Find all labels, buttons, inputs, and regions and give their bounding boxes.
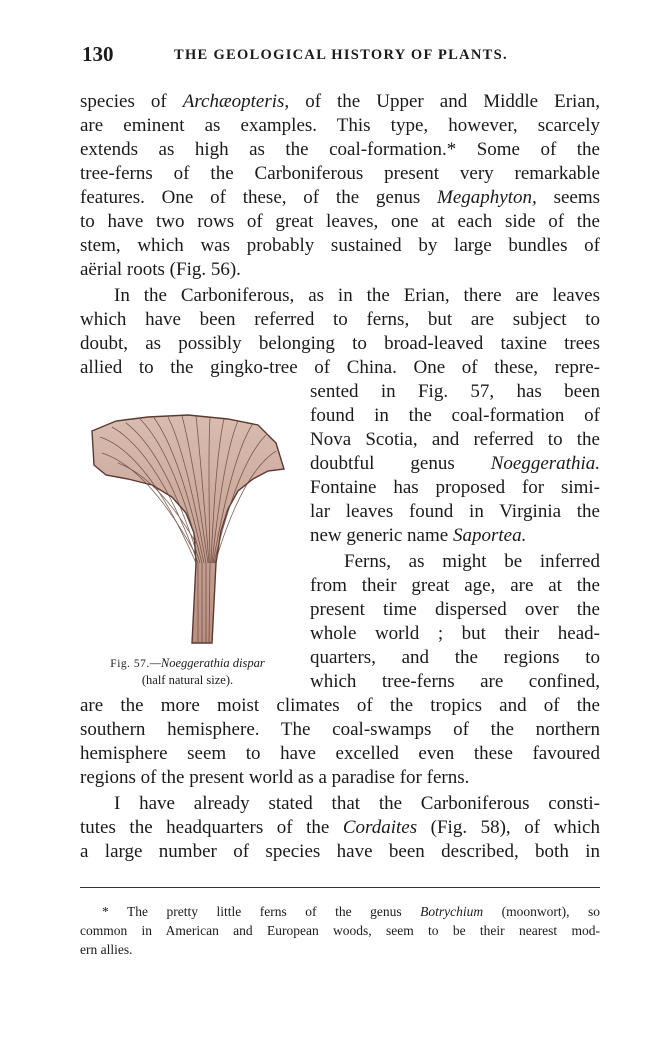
figure-caption: Fig. 57.—Noeggerathia dispar (half natural size). [110, 656, 265, 687]
body-line: regions of the present world as a paradise for ferns. [80, 767, 470, 788]
body-line: extends as high as the coal-formation.* Some of the [80, 139, 600, 160]
body-line: aërial roots (Fig. 56). [80, 259, 241, 280]
body-line: tree-ferns of the Carboniferous present very remarkable [80, 163, 600, 184]
body-line: Ferns, as might be inferred [344, 551, 600, 572]
noeggerathia-leaf-icon [88, 413, 288, 645]
page-header [82, 38, 602, 68]
body-line: quarters, and the regions to [310, 647, 600, 668]
body-line: are eminent as examples. This type, however, scarcely [80, 115, 600, 136]
body-line: doubt, as possibly belonging to broad-leaved taxine trees [80, 333, 600, 354]
footnote-line: * The pretty little ferns of the genus Botrychium (moonwort), so [102, 904, 600, 919]
body-line: I have already stated that the Carboniferous consti- [114, 793, 600, 814]
footnote-line: common in American and European woods, seem to be their nearest mod- [80, 923, 600, 938]
body-line: which tree-ferns are confined, [310, 671, 600, 692]
body-line: whole world ; but their head- [310, 623, 600, 644]
body-line: features. One of these, of the genus Megaphyton, seems [80, 187, 601, 208]
body-line: are the more moist climates of the tropics and of the [80, 695, 600, 716]
body-line: from their great age, are at the [310, 575, 600, 596]
page-number: 130 [82, 42, 114, 66]
body-line: which have been referred to ferns, but are subject to [80, 309, 600, 330]
body-line: southern hemisphere. The coal-swamps of the northern [80, 719, 600, 740]
footnote-rule [80, 887, 600, 888]
body-line: to have two rows of great leaves, one at each side of the [80, 211, 600, 232]
body-line: new generic name Saportea. [310, 525, 527, 546]
body-line: tutes the headquarters of the Cordaites (Fig. 58), of which [80, 817, 600, 838]
body-line: Nova Scotia, and referred to the [310, 429, 600, 450]
fossil-leaf-illustration [88, 413, 288, 645]
body-line: stem, which was probably sustained by large bundles of [80, 235, 600, 256]
body-line: found in the coal-formation of [310, 405, 600, 426]
footnote-line: ern allies. [80, 942, 133, 957]
body-line: allied to the gingko-tree of China. One of these, repre- [80, 357, 600, 378]
body-line: species of Archæopteris, of the Upper and Middle Erian, [80, 91, 600, 112]
running-head: THE GEOLOGICAL HISTORY OF PLANTS. [174, 47, 508, 63]
body-line: doubtful genus Noeggerathia. [310, 453, 600, 474]
body-line: Fontaine has proposed for simi- [310, 477, 600, 498]
body-line: present time dispersed over the [310, 599, 600, 620]
body-line: sented in Fig. 57, has been [310, 381, 600, 402]
body-line: hemisphere seem to have excelled even these favoured [80, 743, 600, 764]
body-line: In the Carboniferous, as in the Erian, there are leaves [114, 285, 600, 306]
body-line: a large number of species have been described, both in [80, 841, 600, 862]
body-line: lar leaves found in Virginia the [310, 501, 600, 522]
